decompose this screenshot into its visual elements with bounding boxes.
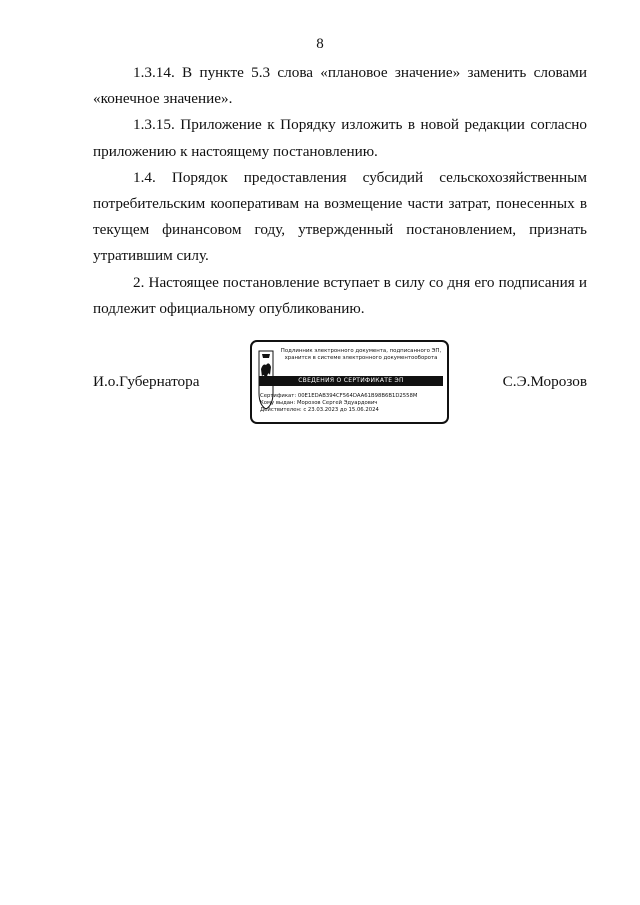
certificate-number: Сертификат: 00E1EDAB394CF564DAA61B98B6B1D2558M	[260, 393, 418, 399]
stamp-note: Подлинник электронного документа, подписанного ЭП, хранится в системе электронного документооборота	[280, 348, 442, 361]
document-body	[93, 60, 587, 322]
certificate-details	[260, 393, 444, 414]
paragraph-1-4: 1.4. Порядок предоставления субсидий сельскохозяйственным потребительским кооперативам на возмещение части затрат, понесенных в текущем финансовом году, утвержденный постановлением, признать утратившим силу.	[93, 168, 587, 265]
paragraph-1-3-14: 1.3.14. В пункте 5.3 слова «плановое значение» заменить словами «конечное значение».	[93, 64, 587, 108]
signatory-name: С.Э.Морозов	[502, 373, 587, 390]
certificate-owner: Кому выдан: Морозов Сергей Эдуардович	[260, 400, 378, 406]
paragraph-2: 2. Настоящее постановление вступает в силу со дня его подписания и подлежит официальному опубликованию.	[93, 273, 587, 317]
electronic-signature-stamp	[250, 340, 449, 424]
certificate-validity: Действителен: с 23.03.2023 до 15.06.2024	[260, 407, 379, 413]
paragraph-1-3-15: 1.3.15. Приложение к Порядку изложить в новой редакции согласно приложению к настоящему постановлению.	[93, 116, 587, 160]
stamp-header: СВЕДЕНИЯ О СЕРТИФИКАТЕ ЭП	[259, 376, 443, 386]
signatory-position: И.о.Губернатора	[93, 373, 200, 390]
signature-block	[93, 340, 587, 430]
page-number: 8	[316, 36, 324, 52]
